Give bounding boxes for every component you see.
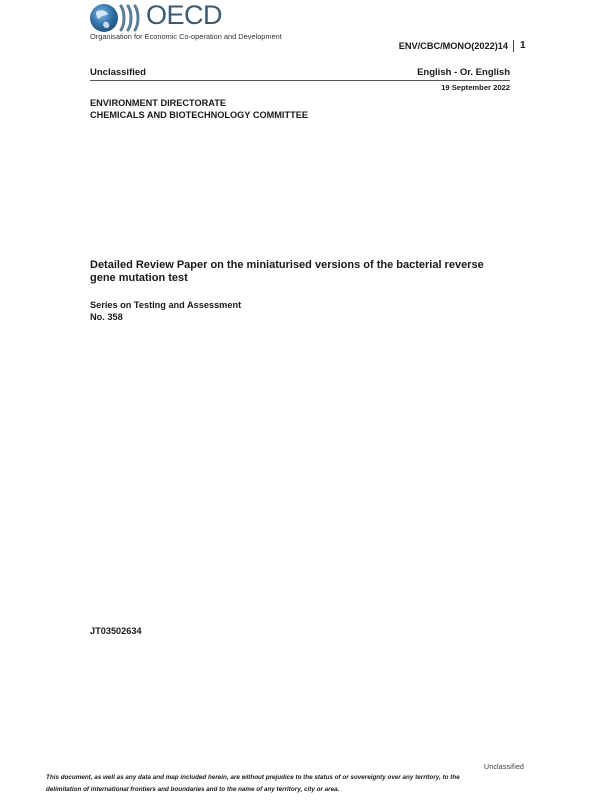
org-tagline: Organisation for Economic Co-operation and Development <box>90 32 282 41</box>
series-name: Series on Testing and Assessment <box>90 300 242 310</box>
language-label: English - Or. English <box>417 67 510 78</box>
footer-classification: Unclassified <box>484 764 525 771</box>
document-reference: ENV/CBC/MONO(2022)14 <box>398 41 508 51</box>
series-block <box>90 299 241 323</box>
document-title: Detailed Review Paper on the miniaturised versions of the bacterial reverse gene mutation test <box>90 259 484 284</box>
document-date: 19 September 2022 <box>441 83 510 92</box>
globe-icon <box>88 2 148 36</box>
document-code: JT03502634 <box>90 626 142 636</box>
disclaimer-line-1: This document, as well as any data and map included herein, are without prejudice to the status of or sovereignty over any territory, to the <box>46 774 460 781</box>
directorate-name: ENVIRONMENT DIRECTORATE <box>90 98 226 108</box>
logo-wordmark: OECD <box>146 0 223 30</box>
committee-name: CHEMICALS AND BIOTECHNOLOGY COMMITTEE <box>90 110 308 120</box>
directorate-block <box>90 97 308 121</box>
page-number: 1 <box>520 40 526 51</box>
disclaimer <box>46 772 486 795</box>
series-number: No. 358 <box>90 312 123 322</box>
disclaimer-line-2: delimitation of international frontiers and boundaries and to the name of any territory, city or area. <box>46 785 340 793</box>
classification-label: Unclassified <box>90 67 146 78</box>
page-number-divider <box>513 40 514 52</box>
